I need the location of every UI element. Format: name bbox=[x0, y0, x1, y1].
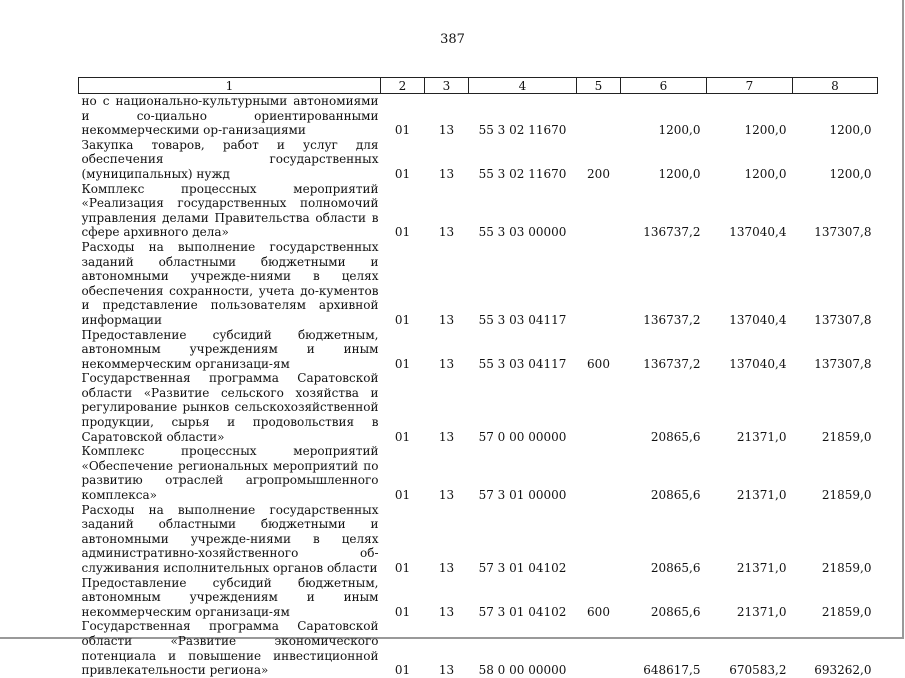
amount-year-2: 21371,0 bbox=[736, 561, 787, 575]
table-row bbox=[79, 138, 878, 182]
amount-year-1: 20865,6 bbox=[650, 561, 701, 575]
row-description: Комплекс процессных мероприятий «Обеспечение региональных мероприятий по развитию отраслей агропромышленного комплекса» bbox=[81, 444, 379, 503]
expense-type-code bbox=[577, 503, 621, 576]
amount-year-1: 1200,0 bbox=[658, 123, 701, 138]
amount-year-1: 20865,6 bbox=[650, 488, 701, 503]
amount-year-1: 20865,6 bbox=[650, 604, 701, 619]
expense-type-code bbox=[577, 94, 621, 138]
subsection-code: 13 bbox=[438, 488, 455, 503]
column-header: 7 bbox=[707, 78, 793, 94]
target-article-code: 57 3 01 00000 bbox=[478, 488, 567, 503]
table-row bbox=[79, 619, 878, 677]
target-article-code: 55 3 02 11670 bbox=[478, 123, 567, 138]
row-description: Расходы на выполнение государственных заданий областными бюджетными и автономными учрежде-ниями в целях административно-хозяйственного об-служивания исполнительных органов области bbox=[81, 502, 379, 575]
column-header: 6 bbox=[621, 78, 707, 94]
expense-type-code: 600 bbox=[587, 356, 610, 371]
table-row bbox=[79, 444, 878, 502]
section-code: 01 bbox=[394, 604, 411, 619]
table-row bbox=[79, 576, 878, 620]
amount-year-2: 137040,4 bbox=[729, 356, 787, 371]
page-number: 387 bbox=[440, 32, 465, 47]
amount-year-1: 20865,6 bbox=[650, 429, 701, 444]
row-description: Государственная программа Саратовской области «Развитие сельского хозяйства и регулирование рынков сельскохозяйственной продукции, сырья и продовольствия в Саратовской области» bbox=[81, 371, 379, 444]
row-description: Государственная программа Саратовской области «Развитие экономического потенциала и повышение инвестиционной привлекательности региона» bbox=[81, 619, 379, 678]
amount-year-3: 693262,0 bbox=[814, 663, 872, 678]
amount-year-3: 21859,0 bbox=[821, 429, 872, 444]
row-description: Расходы на выполнение государственных заданий областными бюджетными и автономными учрежде-ниями в целях обеспечения сохранности, учета до-кументов и представление пользователям архивной информации bbox=[81, 239, 379, 327]
budget-table bbox=[78, 77, 878, 678]
amount-year-3: 21859,0 bbox=[821, 488, 872, 503]
amount-year-2: 137040,4 bbox=[729, 225, 787, 240]
row-description: Закупка товаров, работ и услуг для обеспечения государственных (муниципальных) нужд bbox=[81, 137, 379, 181]
expense-type-code bbox=[577, 182, 621, 240]
subsection-code: 13 bbox=[438, 166, 455, 181]
table-row bbox=[79, 371, 878, 444]
column-header: 3 bbox=[425, 78, 469, 94]
section-code: 01 bbox=[394, 561, 411, 575]
amount-year-2: 1200,0 bbox=[744, 123, 787, 138]
section-code: 01 bbox=[394, 356, 411, 371]
expense-type-code: 200 bbox=[587, 166, 610, 181]
amount-year-2: 21371,0 bbox=[736, 429, 787, 444]
target-article-code: 57 3 01 04102 bbox=[478, 561, 567, 575]
table-row bbox=[79, 182, 878, 240]
header-row bbox=[79, 78, 878, 94]
amount-year-1: 1200,0 bbox=[658, 166, 701, 181]
section-code: 01 bbox=[394, 663, 411, 678]
table-row bbox=[79, 94, 878, 138]
subsection-code: 13 bbox=[438, 356, 455, 371]
section-code: 01 bbox=[394, 488, 411, 503]
expense-type-code bbox=[577, 240, 621, 328]
target-article-code: 55 3 02 11670 bbox=[478, 166, 567, 181]
amount-year-3: 137307,8 bbox=[814, 312, 872, 327]
amount-year-1: 136737,2 bbox=[643, 225, 701, 240]
amount-year-3: 137307,8 bbox=[814, 225, 872, 240]
expense-type-code bbox=[577, 371, 621, 444]
section-code: 01 bbox=[394, 225, 411, 240]
row-description: Предоставление субсидий бюджетным, автономным учреждениям и иным некоммерческим организаци-ям bbox=[81, 575, 379, 619]
column-header: 2 bbox=[381, 78, 425, 94]
amount-year-2: 1200,0 bbox=[744, 166, 787, 181]
amount-year-2: 21371,0 bbox=[736, 488, 787, 503]
target-article-code: 57 0 00 00000 bbox=[478, 429, 567, 444]
row-description: Комплекс процессных мероприятий «Реализация государственных полномочий управления делами Правительства области в сфере архивного дела» bbox=[81, 181, 379, 240]
subsection-code: 13 bbox=[438, 663, 455, 678]
column-header: 8 bbox=[793, 78, 878, 94]
section-code: 01 bbox=[394, 312, 411, 327]
amount-year-3: 21859,0 bbox=[821, 561, 872, 575]
subsection-code: 13 bbox=[438, 123, 455, 138]
row-description: Предоставление субсидий бюджетным, автономным учреждениям и иным некоммерческим организаци-ям bbox=[81, 327, 379, 371]
amount-year-3: 1200,0 bbox=[829, 123, 872, 138]
subsection-code: 13 bbox=[438, 604, 455, 619]
table-row bbox=[79, 503, 878, 576]
target-article-code: 55 3 03 04117 bbox=[478, 312, 567, 327]
column-header: 5 bbox=[577, 78, 621, 94]
row-description: но с национально-культурными автономиями и со-циально ориентированными некоммерческими ор-ганизациями bbox=[81, 94, 379, 138]
section-code: 01 bbox=[394, 166, 411, 181]
expense-type-code bbox=[577, 619, 621, 677]
subsection-code: 13 bbox=[438, 429, 455, 444]
target-article-code: 57 3 01 04102 bbox=[478, 604, 567, 619]
column-header: 4 bbox=[469, 78, 577, 94]
amount-year-3: 21859,0 bbox=[821, 604, 872, 619]
section-code: 01 bbox=[394, 429, 411, 444]
column-header: 1 bbox=[79, 78, 381, 94]
subsection-code: 13 bbox=[438, 312, 455, 327]
target-article-code: 55 3 03 04117 bbox=[478, 356, 567, 371]
table-row bbox=[79, 240, 878, 328]
amount-year-2: 670583,2 bbox=[729, 663, 787, 678]
target-article-code: 58 0 00 00000 bbox=[478, 663, 567, 678]
subsection-code: 13 bbox=[438, 561, 455, 575]
subsection-code: 13 bbox=[438, 225, 455, 240]
table-row bbox=[79, 328, 878, 372]
amount-year-1: 136737,2 bbox=[643, 312, 701, 327]
expense-type-code: 600 bbox=[587, 604, 610, 619]
amount-year-3: 137307,8 bbox=[814, 356, 872, 371]
target-article-code: 55 3 03 00000 bbox=[478, 225, 567, 240]
amount-year-2: 137040,4 bbox=[729, 312, 787, 327]
section-code: 01 bbox=[394, 123, 411, 138]
amount-year-1: 648617,5 bbox=[643, 663, 701, 678]
amount-year-2: 21371,0 bbox=[736, 604, 787, 619]
amount-year-3: 1200,0 bbox=[829, 166, 872, 181]
expense-type-code bbox=[577, 444, 621, 502]
amount-year-1: 136737,2 bbox=[643, 356, 701, 371]
